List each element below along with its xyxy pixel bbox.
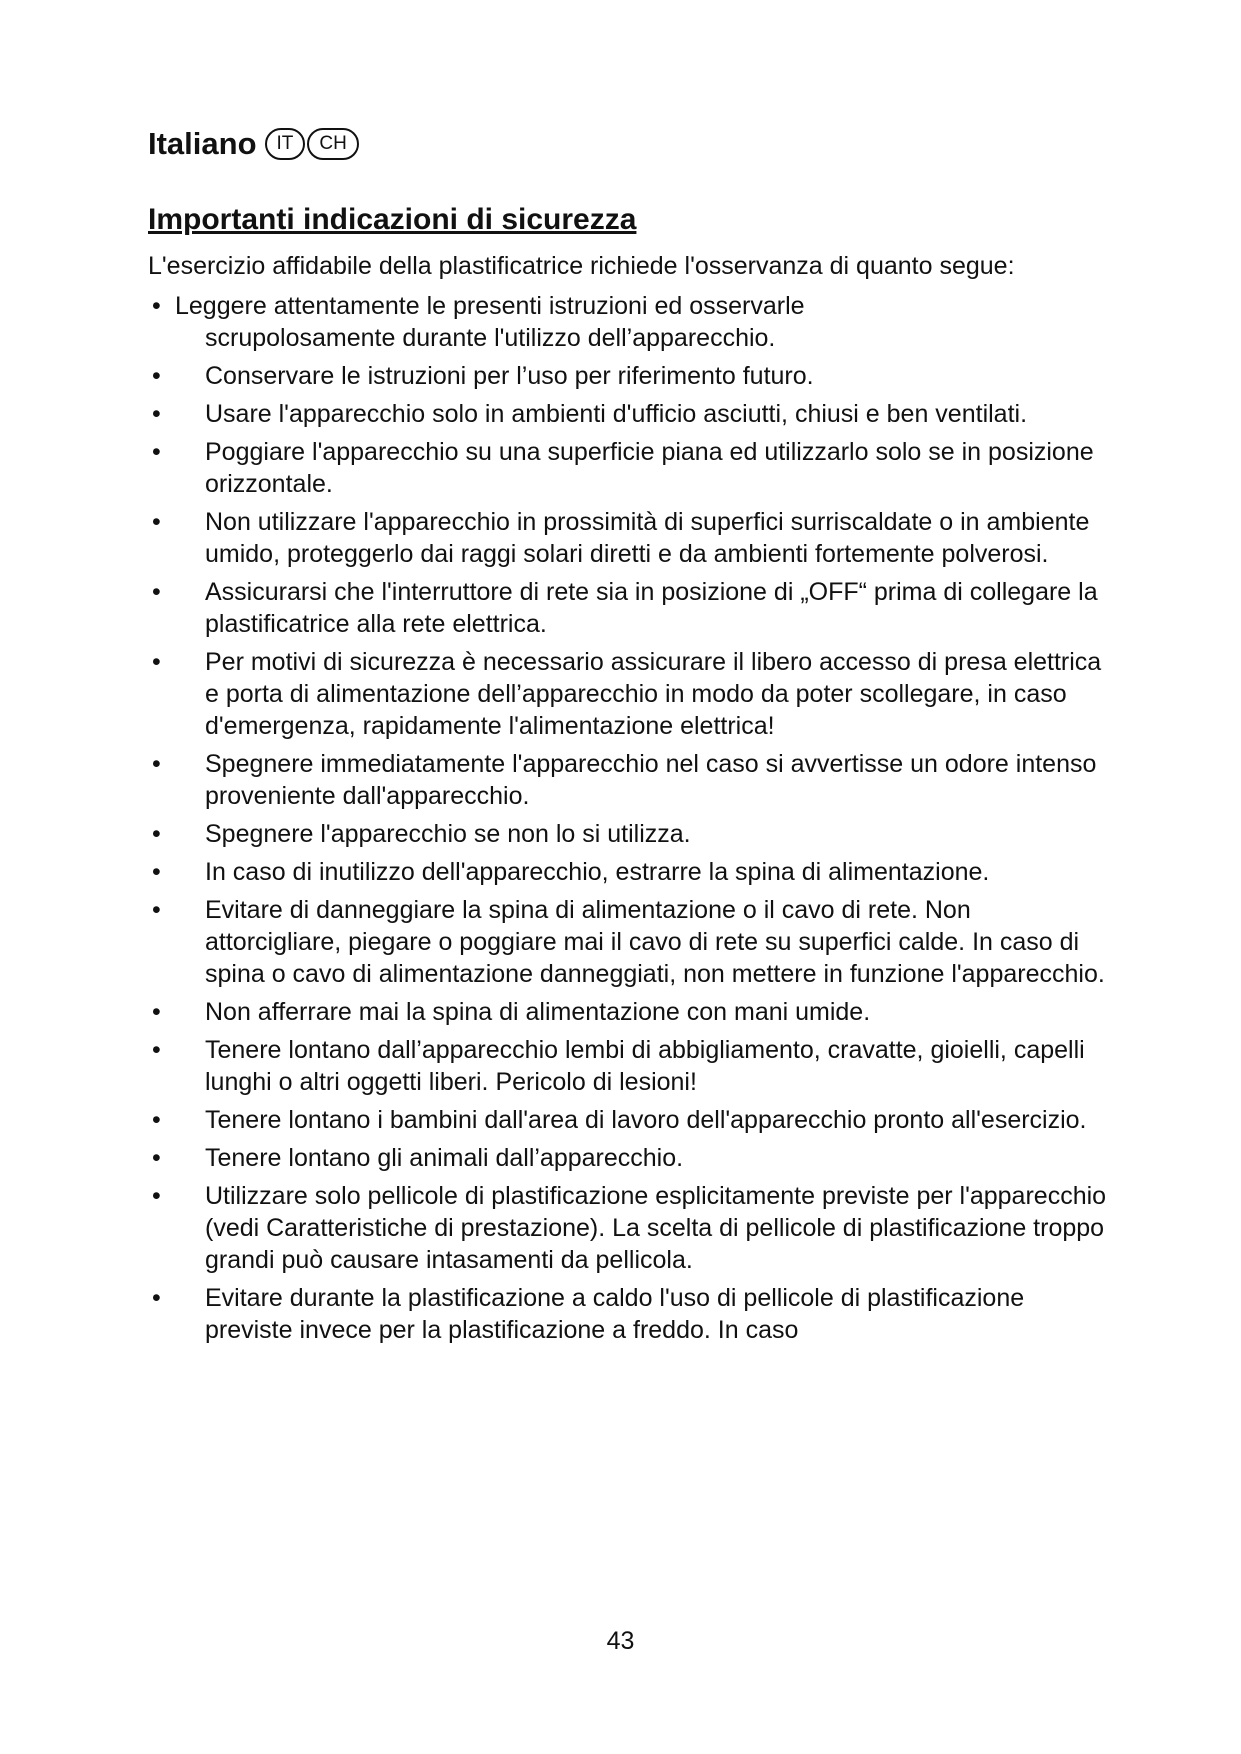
bullet-dot: •	[152, 1182, 161, 1210]
list-item-text: Poggiare l'apparecchio su una superficie piana ed utilizzarlo solo se in posizione orizzontale.	[205, 438, 1094, 498]
list-item	[148, 290, 1108, 354]
bullet-dot: •	[152, 292, 161, 320]
list-item-text: Usare l'apparecchio solo in ambienti d'ufficio asciutti, chiusi e ben ventilati.	[205, 400, 1028, 428]
list-item	[148, 646, 1108, 742]
list-item-text: Spegnere immediatamente l'apparecchio nel caso si avvertisse un odore intenso proveniente dall'apparecchio.	[205, 750, 1097, 810]
bullet-dot: •	[152, 1144, 161, 1172]
bullet-dot: •	[152, 858, 161, 886]
page-number: 43	[606, 1627, 635, 1655]
list-item-text: Evitare durante la plastificazione a caldo l'uso di pellicole di plastificazione previste invece per la plastificazione a freddo. In caso	[205, 1284, 1025, 1344]
list-item	[148, 398, 1108, 430]
list-item-text: Non afferrare mai la spina di alimentazione con mani umide.	[205, 998, 871, 1026]
list-item	[148, 506, 1108, 570]
list-item	[148, 894, 1108, 990]
list-item-text: Non utilizzare l'apparecchio in prossimità di superfici surriscaldate o in ambiente umido, proteggerlo dai raggi solari diretti e da ambienti fortemente polverosi.	[205, 508, 1090, 568]
list-item	[148, 1104, 1108, 1136]
list-item	[148, 1034, 1108, 1098]
country-badges	[265, 128, 361, 160]
language-label: Italiano	[148, 126, 257, 161]
list-item-text: Evitare di danneggiare la spina di alimentazione o il cavo di rete. Non attorcigliare, piegare o poggiare mai il cavo di rete su superfici calde. In caso di spina o cavo di alimentazione danneggiati, non mettere in funzione l'apparecchio.	[205, 896, 1105, 988]
bullet-dot: •	[152, 1036, 161, 1064]
bullet-dot: •	[152, 1106, 161, 1134]
bullet-dot: •	[152, 400, 161, 428]
list-item-text: Tenere lontano i bambini dall'area di lavoro dell'apparecchio pronto all'esercizio.	[205, 1106, 1087, 1134]
bullet-dot: •	[152, 508, 161, 536]
bullet-dot: •	[152, 438, 161, 466]
intro-paragraph: L'esercizio affidabile della plastificatrice richiede l'osservanza di quanto segue:	[148, 252, 1015, 280]
list-item	[148, 1180, 1108, 1276]
bullet-dot: •	[152, 820, 161, 848]
list-item-text: Tenere lontano gli animali dall’apparecchio.	[205, 1144, 684, 1172]
list-item-text: Tenere lontano dall’apparecchio lembi di abbigliamento, cravatte, gioielli, capelli lunghi o altri oggetti liberi. Pericolo di lesioni!	[205, 1036, 1085, 1096]
list-item-text: In caso di inutilizzo dell'apparecchio, estrarre la spina di alimentazione.	[205, 858, 990, 886]
list-item-text: Conservare le istruzioni per l’uso per riferimento futuro.	[205, 362, 814, 390]
list-item-text: Assicurarsi che l'interruttore di rete sia in posizione di „OFF“ prima di collegare la plastificatrice alla rete elettrica.	[205, 578, 1098, 638]
list-item-text: Per motivi di sicurezza è necessario assicurare il libero accesso di presa elettrica e porta di alimentazione dell’apparecchio in modo da poter scollegare, in caso d'emergenza, rapidamente l'alimentazione elettrica!	[205, 648, 1102, 740]
list-item	[148, 360, 1108, 392]
bullet-dot: •	[152, 578, 161, 606]
list-item-text: Spegnere l'apparecchio se non lo si utilizza.	[205, 820, 691, 848]
bullet-dot: •	[152, 1284, 161, 1312]
section-title: Importanti indicazioni di sicurezza	[148, 203, 637, 236]
list-item	[148, 856, 1108, 888]
bullet-dot: •	[152, 362, 161, 390]
list-item	[148, 576, 1108, 640]
list-item	[148, 996, 1108, 1028]
bullet-dot: •	[152, 998, 161, 1026]
bullet-dot: •	[152, 896, 161, 924]
list-item-text: Utilizzare solo pellicole di plastificazione esplicitamente previste per l'apparecchio (vedi Caratteristiche di prestazione). La scelta di pellicole di plastificazione troppo grandi può causare intasamenti da pellicola.	[205, 1182, 1107, 1274]
bullet-dot: •	[152, 648, 161, 676]
list-item	[148, 748, 1108, 812]
list-item-text: Leggere attentamente le presenti istruzioni ed osservarle	[175, 292, 805, 320]
list-item	[148, 436, 1108, 500]
language-heading	[148, 120, 1108, 168]
list-item	[148, 1142, 1108, 1174]
list-item	[148, 1282, 1108, 1346]
bullet-dot: •	[152, 750, 161, 778]
list-item	[148, 818, 1108, 850]
document-page	[148, 120, 1108, 1352]
country-badge-ch: CH	[307, 128, 358, 160]
safety-list	[148, 290, 1108, 1346]
list-item-continuation: scrupolosamente durante l'utilizzo dell’apparecchio.	[205, 324, 776, 352]
country-badge-it: IT	[265, 128, 306, 160]
